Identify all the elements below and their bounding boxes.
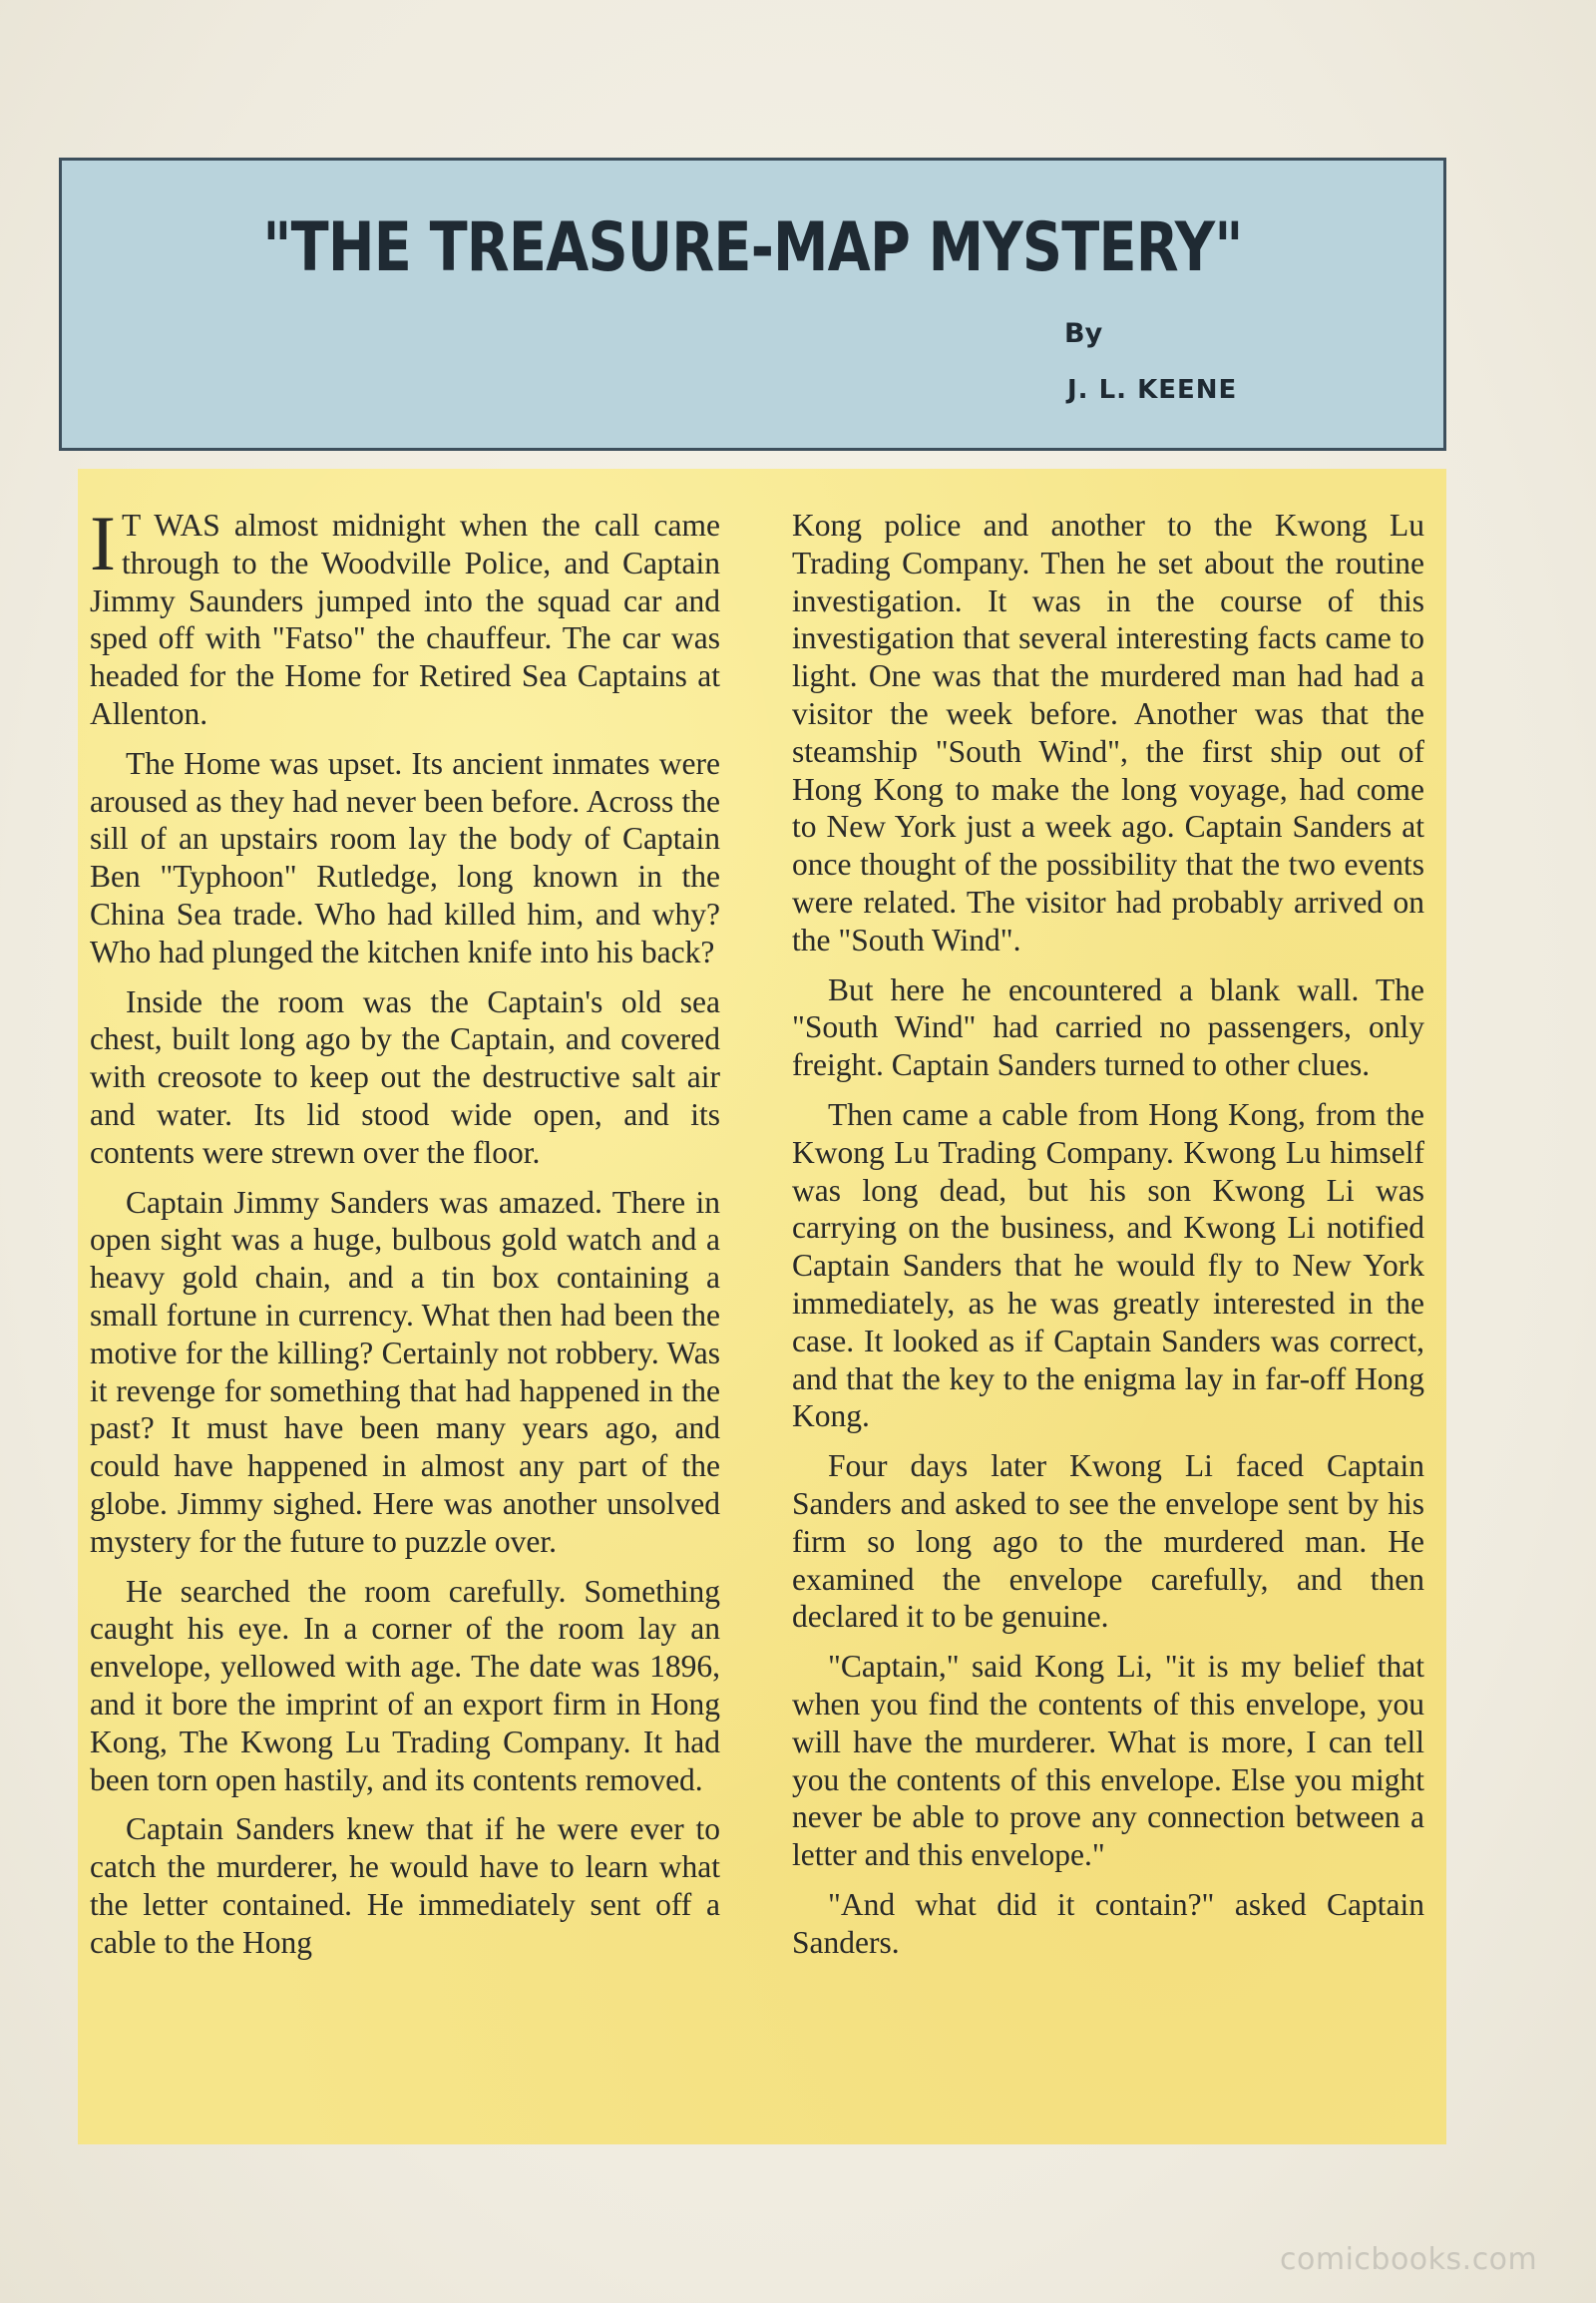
byline-author: J. L. KEENE [1067, 375, 1238, 405]
story-paragraph: Captain Sanders knew that if he were ever to catch the murderer, he would have to learn what the letter contained. He immediately sent off a cable to the Hong [90, 1811, 720, 1960]
story-column-left [90, 500, 720, 1973]
site-watermark: comicbooks.com [1280, 2242, 1538, 2277]
story-column-right [792, 507, 1424, 1973]
story-paragraph: But here he encountered a blank wall. The "South Wind" had carried no passengers, only freight. Captain Sanders turned to other clues. [792, 971, 1424, 1083]
story-title: "THE TREASURE-MAP MYSTERY" [262, 208, 1243, 287]
story-paragraph: Four days later Kwong Li faced Captain Sanders and asked to see the envelope sent by his firm so long ago to the murdered man. He examined the envelope carefully, and then declared it to be genuine. [792, 1448, 1424, 1635]
drop-cap: I [90, 500, 116, 586]
story-paragraph: Inside the room was the Captain's old sea chest, built long ago by the Captain, and covered with creosote to keep out the destructive salt air and water. Its lid stood wide open, and its contents were strewn over the floor. [90, 983, 720, 1170]
byline-by: By [1064, 318, 1103, 349]
title-banner [59, 158, 1446, 451]
story-paragraph: "And what did it contain?" asked Captain Sanders. [792, 1886, 1424, 1960]
story-paragraph: Kong police and another to the Kwong Lu Trading Company. Then he set about the routine investigation. It was in the course of this investigation that several interesting facts came to light. One was that the murdered man had had a visitor the week before. Another was that the steamship "South Wind", the first ship out of Hong Kong to make the long voyage, had come to New York just a week ago. Captain Sanders at once thought of the possibility that the two events were related. The visitor had probably arrived on the "South Wind". [792, 508, 1424, 958]
story-paragraph: The Home was upset. Its ancient inmates were aroused as they had never been before. Across the sill of an upstairs room lay the body of Captain Ben "Typhoon" Rutledge, long known in the China Sea trade. Who had killed him, and why? Who had plunged the kitchen knife into his back? [90, 745, 720, 969]
story-paragraph: Captain Jimmy Sanders was amazed. There in open sight was a huge, bulbous gold watch and a heavy gold chain, and a tin box containing a small fortune in currency. What then had been the motive for the killing? Certainly not robbery. Was it revenge for something that had happened in the past? It must have been many years ago, and could have happened in almost any part of the globe. Jimmy sighed. Here was another unsolved mystery for the future to puzzle over. [90, 1184, 720, 1559]
story-paragraph: He searched the room carefully. Something caught his eye. In a corner of the room lay an envelope, yellowed with age. The date was 1896, and it bore the imprint of an export firm in Hong Kong, The Kwong Lu Trading Company. It had been torn open hastily, and its contents removed. [90, 1573, 720, 1797]
story-paragraph: "Captain," said Kong Li, "it is my belief that when you find the contents of this envelope, you will have the murderer. What is more, I can tell you the contents of this envelope. Else you might never be able to prove any connection between a letter and this envelope." [792, 1649, 1424, 1873]
story-paragraph: Then came a cable from Hong Kong, from the Kwong Lu Trading Company. Kwong Lu himself was long dead, but his son Kwong Li was carrying on the business, and Kwong Li notified Captain Sanders that he would fly to New York immediately, as he was greatly interested in the case. It looked as if Captain Sanders was correct, and that the key to the enigma lay in far-off Hong Kong. [792, 1096, 1424, 1434]
story-paragraph: I T WAS almost midnight when the call came through to the Woodville Police, and Captain Jimmy Saunders jumped into the squad car and sped off with "Fatso" the chauffeur. The car was headed for the Home for Retired Sea Captains at Allenton. [90, 500, 720, 731]
